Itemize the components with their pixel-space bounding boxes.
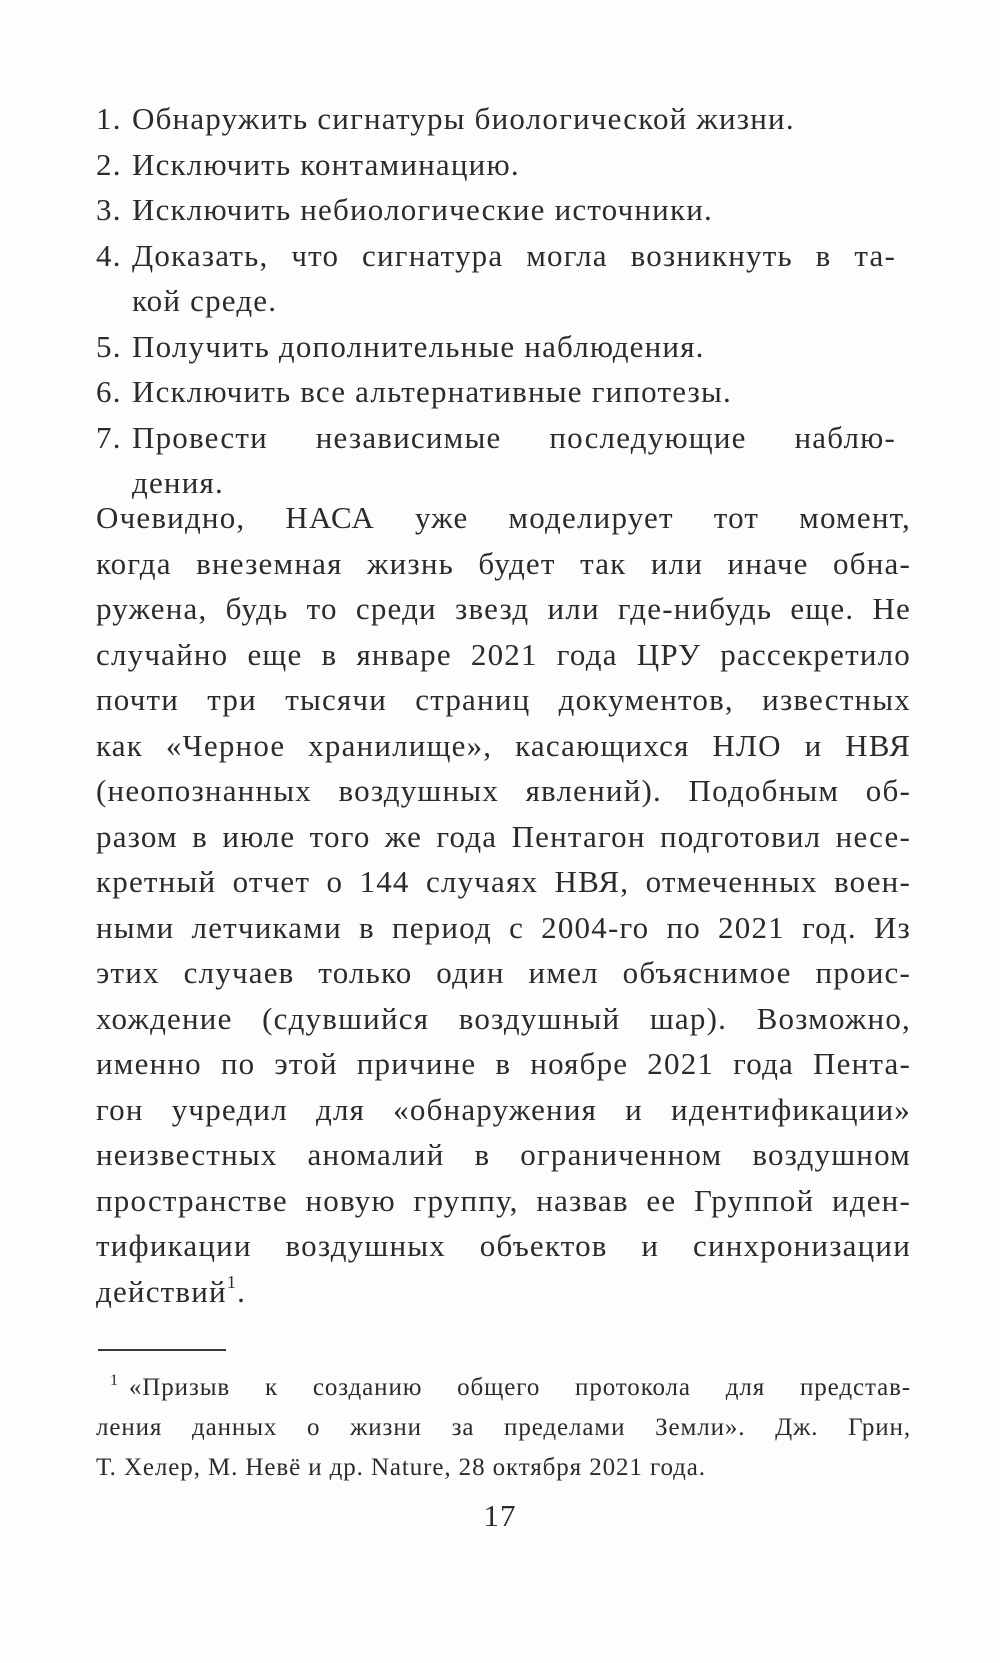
list-item-line: Провести независимые последующие наблю- [132, 419, 896, 455]
footnote-line: ления данных о жизни за пределами Земли». Дж. Грин, [96, 1414, 911, 1441]
list-item [96, 142, 896, 188]
list-item-number: 3. [96, 192, 122, 227]
footnote-marker: 1 [110, 1372, 119, 1389]
paragraph-line-text: действий [96, 1273, 227, 1309]
paragraph-line: ружена, будь то среди звезд или где-нибудь еще. Не [96, 591, 911, 626]
paragraph-line: (неопознанных воздушных явлений). Подобным об- [96, 773, 911, 808]
footnote [96, 1368, 911, 1488]
paragraph-line: Очевидно, НАСА уже моделирует тот момент, [96, 500, 911, 535]
list-item-text: Исключить все альтернативные гипотезы. [132, 374, 732, 409]
list-item-number: 6. [96, 374, 122, 409]
body-paragraph [96, 495, 911, 1314]
footnote-line: Т. Хелер, М. Невё и др. Nature, 28 октября 2021 года. [96, 1454, 706, 1481]
list-item [96, 415, 896, 506]
list-item-number: 4. [96, 237, 122, 273]
list-item-line: кой среде. [132, 283, 278, 318]
paragraph-line: неизвестных аномалий в ограниченном воздушном [96, 1137, 911, 1172]
footnote-line-text: «Призыв к созданию общего протокола для представ- [128, 1374, 911, 1401]
list-item-number: 1. [96, 101, 122, 136]
list-item [96, 96, 896, 142]
paragraph-line: этих случаев только один имел объяснимое проис- [96, 955, 911, 990]
paragraph-last-line: действий$^1$. [96, 1271, 247, 1309]
list-item-line: дения. [132, 465, 224, 500]
page-number: 17 [483, 1498, 517, 1533]
paragraph-line: гон учредил для «обнаружения и идентификации» [96, 1091, 911, 1127]
paragraph-line: почти три тысячи страниц документов, известных [96, 682, 911, 717]
paragraph-line: разом в июле того же года Пентагон подготовил несе- [96, 818, 911, 854]
list-item-text: Обнаружить сигнатуры биологической жизни. [132, 101, 795, 136]
paragraph-line: тификации воздушных объектов и синхронизации [96, 1228, 911, 1263]
list-item [96, 369, 896, 415]
list-item-text [132, 233, 896, 324]
paragraph-line: как «Черное хранилище», касающихся НЛО и НВЯ [96, 727, 911, 763]
list-item-number: 7. [96, 419, 122, 455]
list-item-number: 2. [96, 146, 122, 182]
footnote-line [96, 1368, 911, 1408]
list-item-number: 5. [96, 328, 122, 364]
list-item-text: Исключить небиологические источники. [132, 192, 713, 227]
footnote-divider [98, 1349, 226, 1351]
footnote-reference[interactable]: 1 [226, 1271, 238, 1292]
paragraph-line: хождение (сдувшийся воздушный шар). Возможно, [96, 1000, 911, 1036]
list-item-line: Доказать, что сигнатура могла возникнуть в та- [132, 237, 896, 273]
list-item [96, 233, 896, 324]
paragraph-line: ными летчиками в период с 2004-го по 2021 год. Из [96, 909, 911, 945]
list-item [96, 187, 896, 233]
paragraph-line: кретный отчет о 144 случаях НВЯ, отмеченных воен- [96, 864, 911, 899]
list-item-text: Получить дополнительные наблюдения. [132, 328, 705, 364]
list-item-text [132, 415, 896, 506]
paragraph-line: случайно еще в январе 2021 года ЦРУ рассекретило [96, 636, 911, 672]
list-item-text: Исключить контаминацию. [132, 146, 520, 182]
paragraph-line: именно по этой причине в ноябре 2021 года Пента- [96, 1046, 911, 1081]
numbered-list [96, 96, 896, 506]
paragraph-line: когда внеземная жизнь будет так или иначе обна- [96, 545, 911, 581]
paragraph-line: пространстве новую группу, назвав ее Группой иден- [96, 1182, 911, 1218]
list-item [96, 324, 896, 370]
